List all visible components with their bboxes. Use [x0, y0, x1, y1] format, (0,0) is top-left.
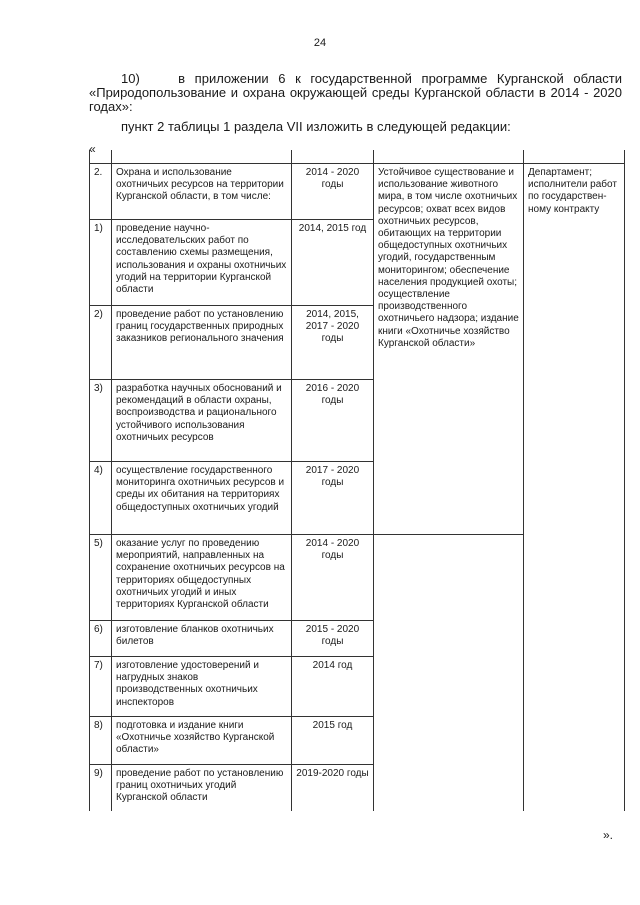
row-number: 2): [90, 306, 112, 380]
amendment-number: 10): [121, 71, 140, 86]
row-name: изготовление удостоверений и нагрудных знаков производственных охотничьих инспекторов: [112, 657, 292, 717]
row-name: подготовка и издание книги «Охотничье хозяйство Курганской области»: [112, 717, 292, 765]
row-period: 2014 год: [292, 657, 374, 717]
row-name: разработка научных обоснований и рекомендаций в области охраны, воспроизводства и рационального устойчивого использования охотничьих ресурсов: [112, 380, 292, 462]
row-number: 2.: [90, 164, 112, 220]
row-number: 8): [90, 717, 112, 765]
row-name: изготовление бланков охотничьих билетов: [112, 621, 292, 657]
amendment-text: в приложении 6 к государственной программе Курганской области «Природопользование и охрана окружающей среды Курганской области в 2014 - 2020 годах»:: [89, 71, 622, 114]
row-number: 7): [90, 657, 112, 717]
amendment-paragraph: [89, 72, 622, 114]
row-period: 2015 год: [292, 717, 374, 765]
row-name: проведение работ по установлению границ охотничьих угодий Курганской области: [112, 765, 292, 811]
row-name: Охрана и использование охотничьих ресурсов на территории Курганской области, в том числе:: [112, 164, 292, 220]
expected-result-continuation: [374, 535, 524, 811]
row-period: 2014 - 2020 годы: [292, 535, 374, 621]
open-quote: «: [89, 142, 96, 156]
row-period: 2014, 2015, 2017 - 2020 годы: [292, 306, 374, 380]
row-period: 2014, 2015 год: [292, 220, 374, 306]
row-period: 2015 - 2020 годы: [292, 621, 374, 657]
amendment-instruction: пункт 2 таблицы 1 раздела VII изложить в следующей редакции:: [121, 119, 511, 134]
intro-text: [89, 72, 622, 134]
row-number: 9): [90, 765, 112, 811]
table-row: [90, 164, 625, 220]
row-period: 2019-2020 годы: [292, 765, 374, 811]
page-number: 24: [313, 37, 327, 49]
row-name: осуществление государственного мониторинга охотничьих ресурсов и среды их обитания на территориях общедоступных охотничьих угодий: [112, 462, 292, 535]
row-period: 2017 - 2020 годы: [292, 462, 374, 535]
row-period: 2016 - 2020 годы: [292, 380, 374, 462]
row-name: проведение работ по установлению границ государственных природных заказников регионального значения: [112, 306, 292, 380]
executor: Департамент; исполнители работ по государствен-ному контракту: [524, 164, 625, 811]
row-name: проведение научно-исследовательских работ по составлению схемы размещения, использования и охраны охотничьих угодий на территории Курганской области: [112, 220, 292, 306]
row-number: 3): [90, 380, 112, 462]
row-period: 2014 - 2020 годы: [292, 164, 374, 220]
row-number: 4): [90, 462, 112, 535]
row-number: 5): [90, 535, 112, 621]
program-table: [89, 150, 625, 811]
expected-result: Устойчивое существование и использование животного мира, в том числе охотничьих ресурсов; охват всех видов охотничьих ресурсов, обитающих на территории общедоступных охотничьих угодий, государственным мониторингом; обеспечение населения продукцией охоты; осуществление производственного охотничьего надзора; издание книги «Охотничье хозяйство Курганской области»: [374, 164, 524, 535]
row-number: 1): [90, 220, 112, 306]
row-name: оказание услуг по проведению мероприятий, направленных на сохранение охотничьих ресурсов на территориях общедоступных охотничьих угодий и иных территориях Курганской области: [112, 535, 292, 621]
close-quote: ».: [603, 828, 614, 842]
row-number: 6): [90, 621, 112, 657]
